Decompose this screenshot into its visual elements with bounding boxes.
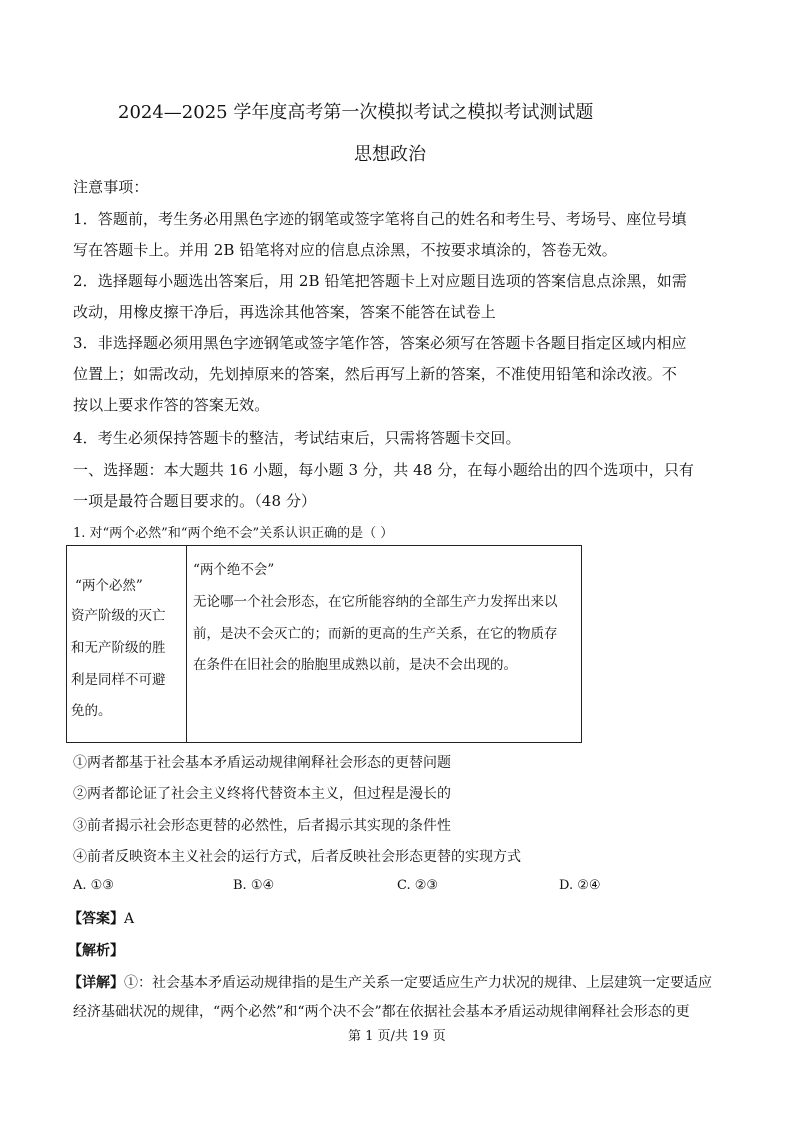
- detail-label: 【详解】: [68, 975, 124, 991]
- left-cell-line: “两个必然”: [75, 578, 143, 594]
- right-cell-line: 无论哪一个社会形态，在它所能容纳的全部生产力发挥出来以: [193, 594, 558, 610]
- right-cell-line: 前，是决不会灭亡的；而新的更高的生产关系，在它的物质存: [193, 626, 558, 642]
- right-cell-line: “两个绝不会”: [193, 562, 275, 578]
- statement: ②两者都论证了社会主义终将代替资本主义，但过程是漫长的: [73, 786, 451, 802]
- option-b: B. ①④: [233, 878, 275, 893]
- notes-line: 3．非选择题必须用黑色字迹钢笔或签字笔作答，答案必须写在答题卡各题目指定区域内相应: [73, 334, 687, 352]
- notes-line: 4．考生必须保持答题卡的整洁，考试结束后，只需将答题卡交回。: [73, 429, 521, 447]
- notes-line: 按以上要求作答的答案无效。: [73, 396, 270, 414]
- exam-title: 2024—2025 学年度高考第一次模拟考试之模拟考试测试题: [118, 102, 594, 123]
- notes-line: 2．选择题每小题选出答案后，用 2B 铅笔把答题卡上对应题目选项的答案信息点涂黑，如需: [73, 272, 687, 290]
- section-line: 一项是最符合题目要求的。（48 分）: [73, 492, 317, 510]
- left-cell-line: 资产阶级的灭亡: [71, 608, 166, 624]
- notes-line: 改动，用橡皮擦干净后，再选涂其他答案，答案不能答在试卷上: [73, 303, 496, 321]
- answer-label: 【答案】: [68, 911, 124, 927]
- detail-line: 经济基础状况的规律，“两个必然”和“两个决不会”都在依据社会基本矛盾运动规律阐释社会形态的更: [73, 1004, 690, 1020]
- answer-line: [68, 908, 134, 928]
- page-number: 第 1 页/共 19 页: [348, 1029, 446, 1044]
- notes-line: 位置上；如需改动，先划掉原来的答案，然后再写上新的答案，不准使用铅笔和涂改液。不: [73, 365, 678, 383]
- notes-heading: 注意事项：: [73, 178, 149, 196]
- statement: ③前者揭示社会形态更替的必然性，后者揭示其实现的条件性: [73, 818, 451, 834]
- notes-line: 写在答题卡上。并用 2B 铅笔将对应的信息点涂黑，不按要求填涂的，答卷无效。: [73, 241, 617, 259]
- option-c: C. ②③: [397, 878, 439, 893]
- right-cell-line: 在条件在旧社会的胎胞里成熟以前，是决不会出现的。: [193, 657, 517, 673]
- left-cell-line: 和无产阶级的胜: [71, 640, 166, 656]
- section-line: 一、选择题：本大题共 16 小题，每小题 3 分，共 48 分，在每小题给出的四个选项中，只有: [73, 461, 695, 479]
- detail-line: [68, 972, 712, 992]
- table-divider: [186, 546, 187, 742]
- subject-title: 思想政治: [354, 144, 426, 165]
- answer-value: A: [124, 911, 135, 927]
- analysis-label: 【解析】: [68, 943, 124, 959]
- detail-text: ①：社会基本矛盾运动规律指的是生产关系一定要适应生产力状况的规律、上层建筑一定要适应: [124, 975, 712, 991]
- notes-line: 1．答题前，考生务必用黑色字迹的钢笔或签字笔将自己的姓名和考生号、考场号、座位号填: [73, 210, 687, 228]
- statement: ①两者都基于社会基本矛盾运动规律阐释社会形态的更替问题: [73, 755, 451, 771]
- option-a: A. ①③: [73, 878, 114, 893]
- left-cell-line: 利是同样不可避: [71, 672, 166, 688]
- option-d: D. ②④: [559, 878, 601, 893]
- left-cell-line: 免的。: [71, 703, 112, 719]
- statement: ④前者反映资本主义社会的运行方式，后者反映社会形态更替的实现方式: [73, 849, 521, 865]
- question-table: [66, 545, 582, 743]
- question-stem: 1. 对“两个必然”和“两个绝不会”关系认识正确的是（ ）: [73, 526, 394, 541]
